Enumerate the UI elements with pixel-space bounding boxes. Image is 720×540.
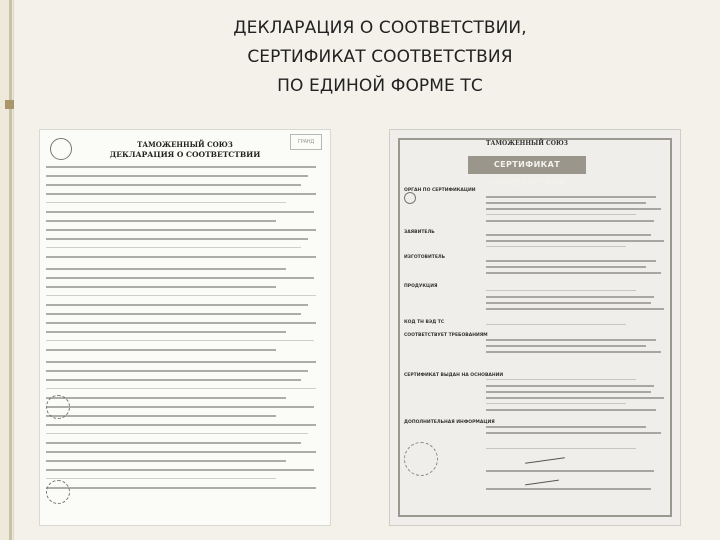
scanned-text-line	[486, 470, 654, 472]
scanned-text-line	[46, 424, 316, 426]
declaration-title: ДЕКЛАРАЦИЯ О СООТВЕТСТВИИ	[109, 150, 261, 159]
scanned-text-line	[46, 370, 308, 372]
declaration-header: ТАМОЖЕННЫЙ СОЮЗ	[137, 140, 233, 149]
scanned-text-line	[486, 240, 664, 242]
scanned-text-line	[486, 488, 651, 490]
scanned-text-line	[486, 272, 661, 274]
scanned-text-line	[46, 460, 286, 462]
certificate-label-applicant: ЗАЯВИТЕЛЬ	[404, 230, 435, 235]
certificate-label-basis: СЕРТИФИКАТ ВЫДАН НА ОСНОВАНИИ	[404, 373, 504, 378]
slide-title	[120, 14, 640, 101]
declaration-stamp: ГРАНД	[290, 134, 322, 150]
scanned-text-line	[486, 351, 661, 353]
declaration-seal-bottom-icon	[46, 480, 70, 504]
certificate-mark-icon	[404, 192, 416, 204]
slide-title-line-1: ДЕКЛАРАЦИЯ О СООТВЕТСТВИИ,	[233, 18, 527, 38]
scanned-text-line	[486, 302, 651, 304]
scanned-text-line	[46, 229, 316, 231]
scanned-text-line	[46, 313, 301, 315]
scanned-text-line	[46, 478, 276, 479]
scanned-text-line	[46, 175, 308, 177]
scanned-text-line	[486, 260, 656, 262]
scanned-text-line	[486, 214, 636, 215]
scanned-text-line	[486, 339, 656, 341]
slide-bullet-square	[5, 100, 14, 109]
scanned-text-line	[486, 409, 656, 411]
scanned-text-line	[486, 266, 646, 268]
scanned-text-line	[46, 442, 301, 444]
scanned-text-line	[46, 247, 301, 248]
scanned-text-line	[486, 448, 636, 449]
scanned-text-line	[46, 322, 316, 324]
scanned-text-line	[486, 290, 636, 291]
certificate-seal-icon	[404, 442, 438, 476]
scanned-text-line	[486, 196, 656, 198]
certificate-label-product: ПРОДУКЦИЯ	[404, 284, 438, 289]
scanned-text-line	[46, 469, 314, 471]
certificate-title-banner: СЕРТИФИКАТ СООТВЕТСТВИЯ	[468, 156, 586, 174]
scanned-text-line	[46, 397, 286, 399]
scanned-text-line	[486, 220, 654, 222]
scanned-text-line	[46, 238, 308, 240]
scanned-text-line	[46, 304, 308, 306]
scanned-text-line	[46, 433, 308, 434]
scanned-text-line	[486, 246, 626, 247]
scanned-text-line	[486, 391, 651, 393]
scanned-text-line	[486, 324, 626, 325]
scanned-text-line	[486, 345, 646, 347]
certificate-label-body: ОРГАН ПО СЕРТИФИКАЦИИ	[404, 188, 476, 193]
certificate-label-additional: ДОПОЛНИТЕЛЬНАЯ ИНФОРМАЦИЯ	[404, 420, 495, 425]
scanned-text-line	[46, 406, 314, 408]
certificate-document-image	[390, 130, 680, 525]
scanned-text-line	[46, 220, 276, 222]
scanned-text-line	[486, 403, 626, 404]
scanned-text-line	[46, 331, 286, 333]
scanned-text-line	[46, 295, 316, 296]
scanned-text-line	[46, 388, 316, 389]
certificate-border	[398, 138, 672, 517]
scanned-text-line	[46, 256, 316, 258]
scanned-text-line	[46, 268, 286, 270]
scanned-text-line	[46, 349, 276, 351]
certificate-label-manufacturer: ИЗГОТОВИТЕЛЬ	[404, 255, 446, 260]
scanned-text-line	[46, 379, 301, 381]
scanned-text-line	[46, 277, 314, 279]
scanned-text-line	[486, 379, 636, 380]
slide-title-line-3: ПО ЕДИНОЙ ФОРМЕ ТС	[277, 76, 483, 96]
declaration-document-image	[40, 130, 330, 525]
certificate-label-requirements: СООТВЕТСТВУЕТ ТРЕБОВАНИЯМ	[404, 333, 488, 338]
scanned-text-line	[46, 211, 314, 213]
scanned-text-line	[46, 193, 316, 195]
scanned-text-line	[46, 166, 316, 168]
scanned-text-line	[46, 202, 286, 203]
certificate-label-code: КОД ТН ВЭД ТС	[404, 320, 445, 325]
scanned-text-line	[46, 286, 276, 288]
scanned-text-line	[46, 451, 316, 453]
scanned-text-line	[486, 308, 664, 310]
scanned-text-line	[486, 234, 651, 236]
scanned-text-line	[486, 296, 654, 298]
scanned-text-line	[486, 202, 646, 204]
slide-title-line-2: СЕРТИФИКАТ СООТВЕТСТВИЯ	[247, 47, 513, 67]
slide-left-stripe	[9, 0, 12, 540]
scanned-text-line	[486, 397, 664, 399]
scanned-text-line	[486, 385, 654, 387]
scanned-text-line	[46, 340, 314, 341]
certificate-header: ТАМОЖЕННЫЙ СОЮЗ	[485, 140, 569, 147]
scanned-text-line	[46, 487, 316, 489]
scanned-text-line	[46, 184, 301, 186]
scanned-text-line	[46, 361, 316, 363]
scanned-text-line	[46, 415, 276, 417]
scanned-text-line	[486, 208, 661, 210]
scanned-text-line	[486, 426, 646, 428]
scanned-text-line	[486, 432, 661, 434]
declaration-seal-top-icon	[46, 395, 70, 419]
